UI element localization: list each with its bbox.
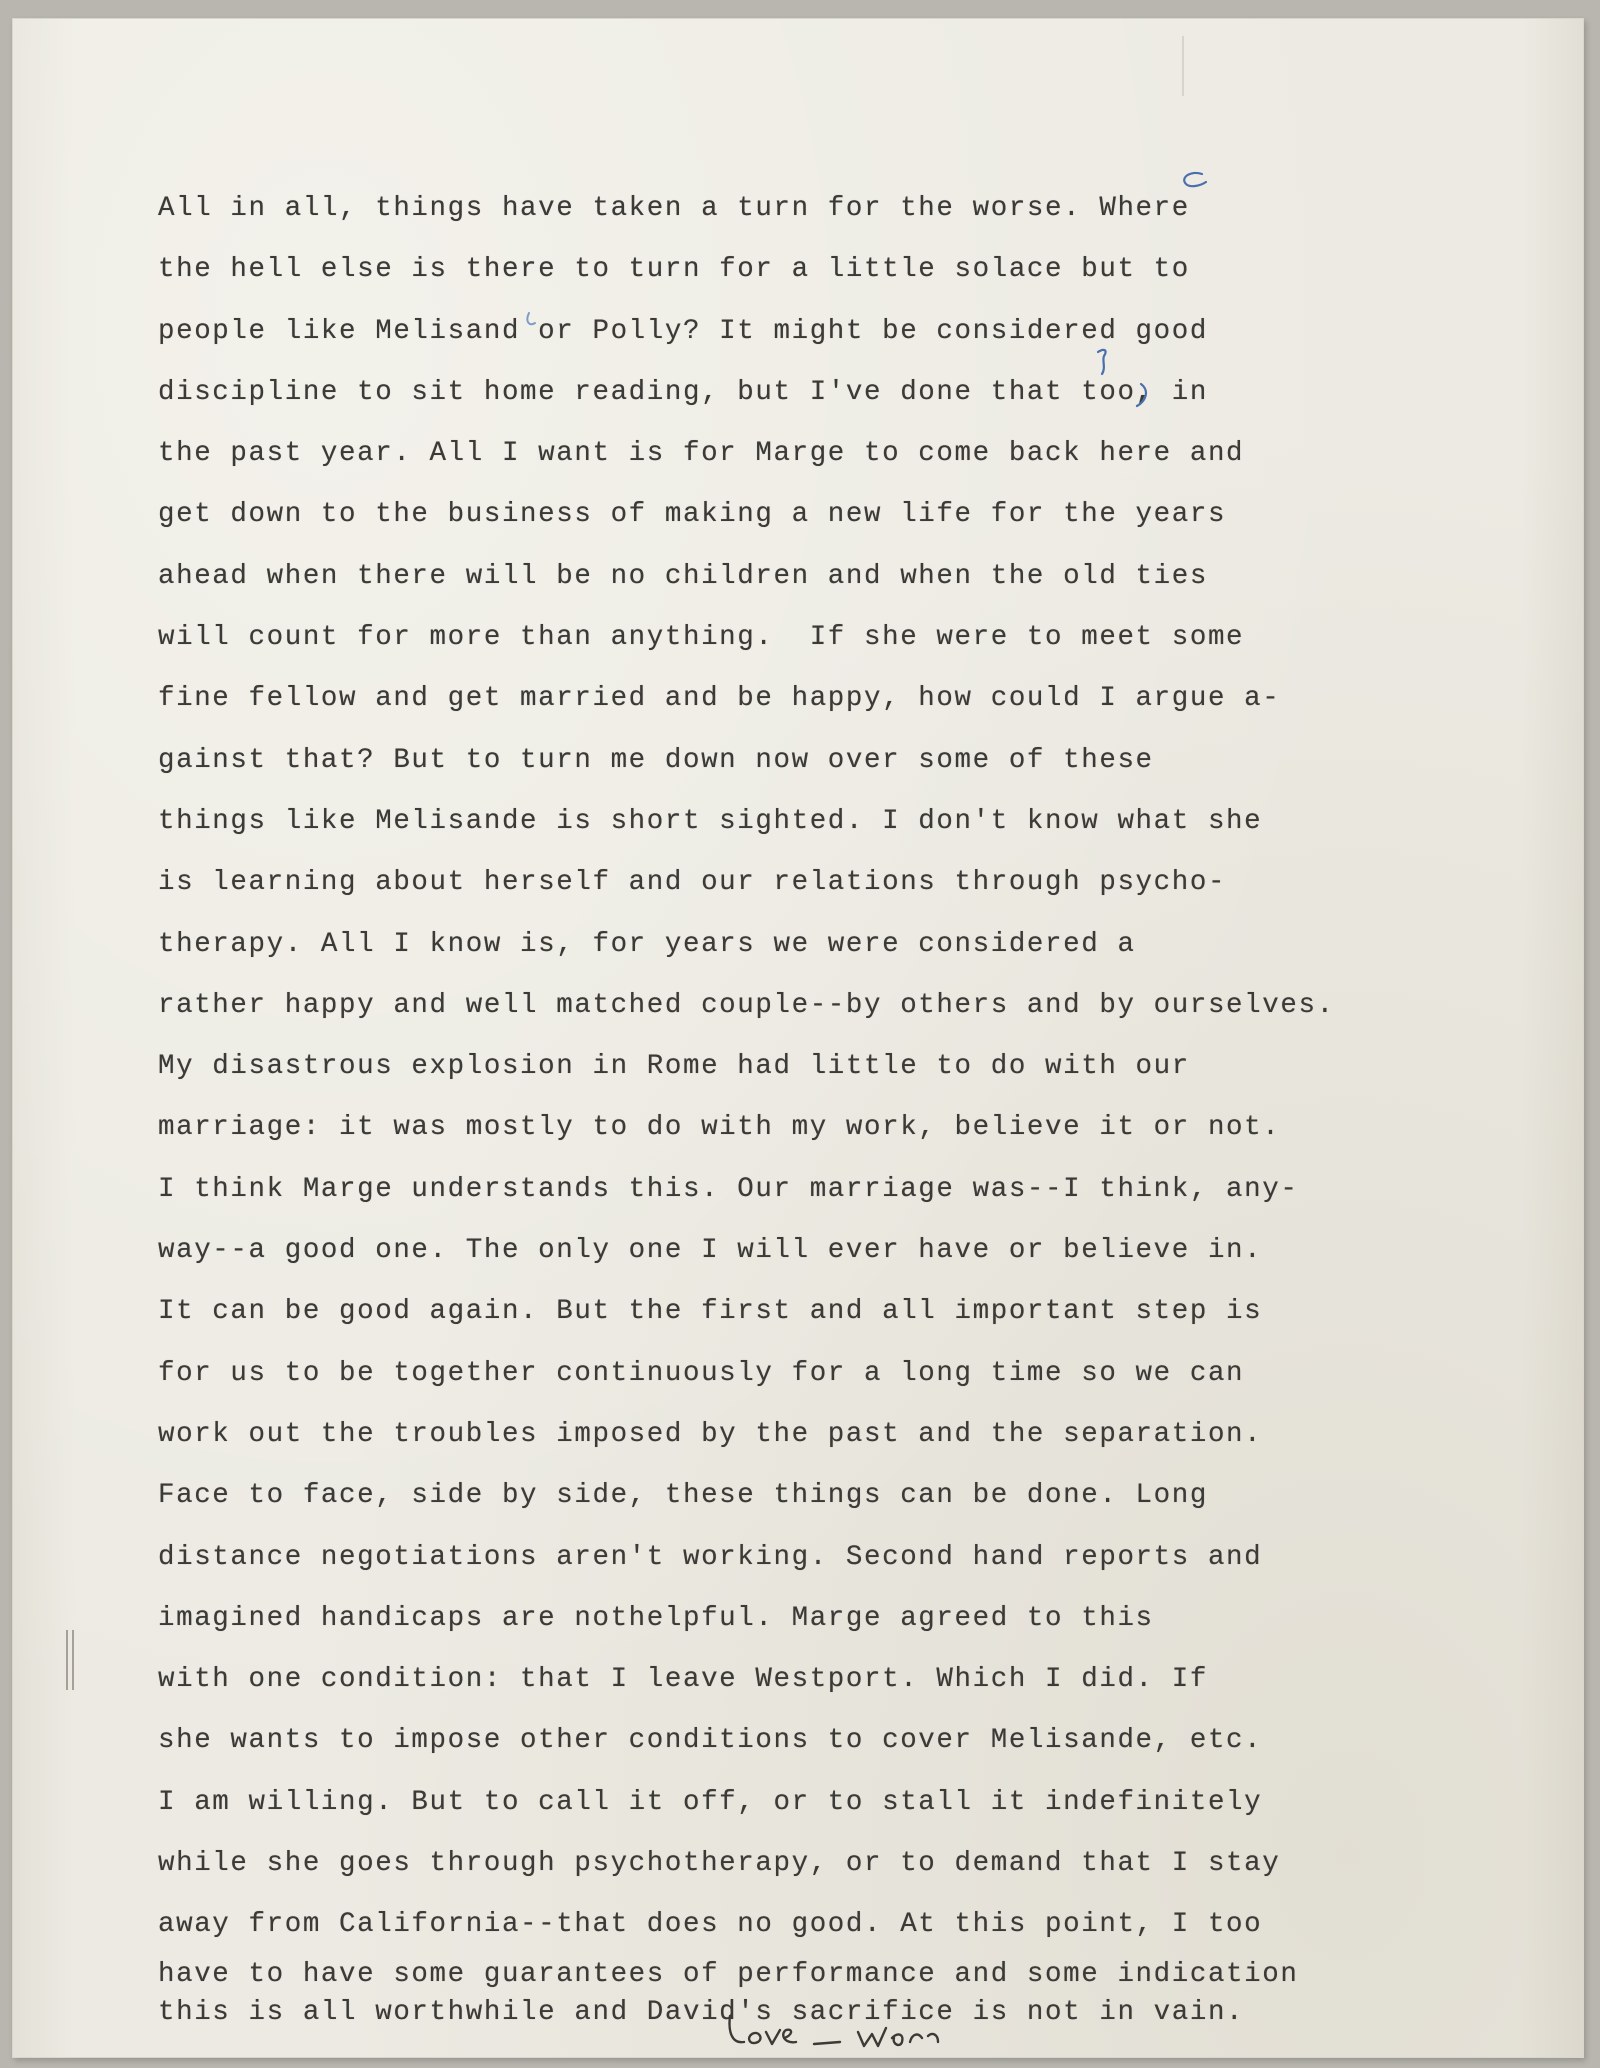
letter-line: away from California--that does no good. At this point, I too: [158, 1909, 1263, 1941]
letter-line: I am willing. But to call it off, or to stall it indefinitely: [158, 1786, 1263, 1818]
letter-line: way--a good one. The only one I will ever have or believe in.: [158, 1235, 1263, 1267]
letter-line: imagined handicaps are nothelpful. Marge agreed to this: [158, 1602, 1154, 1634]
letter-line: My disastrous explosion in Rome had little to do with our: [158, 1051, 1190, 1083]
letter-line: the past year. All I want is for Marge to come back here and: [158, 438, 1245, 470]
paper-fold-mark: [1182, 36, 1184, 96]
letter-line: therapy. All I know is, for years we were considered a: [158, 928, 1136, 960]
letter-line: is learning about herself and our relations through psycho-: [158, 867, 1227, 899]
letter-line: with one condition: that I leave Westport. Which I did. If: [158, 1664, 1208, 1696]
letter-line: distance negotiations aren't working. Second hand reports and: [158, 1541, 1263, 1573]
paper-sheet: [12, 18, 1584, 2058]
letter-line: get down to the business of making a new life for the years: [158, 499, 1227, 531]
letter-line: will count for more than anything. If she were to meet some: [158, 622, 1245, 654]
pen-correction-mark: [1172, 168, 1212, 198]
pen-correction-mark: [1090, 346, 1130, 376]
letter-line: fine fellow and get married and be happy, how could I argue a-: [158, 683, 1281, 715]
letter-line: have to have some guarantees of performance and some indication: [158, 1958, 1299, 1990]
typed-letter-body: [158, 178, 1418, 2032]
letter-line: ahead when there will be no children and when the old ties: [158, 560, 1208, 592]
letter-line: Face to face, side by side, these things can be done. Long: [158, 1480, 1208, 1512]
letter-line: this is all worthwhile and David's sacrifice is not in vain.: [158, 1996, 1245, 2028]
letter-line: she wants to impose other conditions to cover Melisande, etc.: [158, 1725, 1263, 1757]
letter-line: work out the troubles imposed by the past and the separation.: [158, 1418, 1263, 1450]
letter-line: people like Melisand or Polly? It might be considered good: [158, 315, 1208, 347]
handwritten-signature: [722, 2008, 982, 2068]
letter-line: It can be good again. But the first and all important step is: [158, 1296, 1263, 1328]
letter-line: marriage: it was mostly to do with my work, believe it or not.: [158, 1112, 1281, 1144]
letter-line: things like Melisande is short sighted. I don't know what she: [158, 805, 1263, 837]
letter-line: All in all, things have taken a turn for the worse. Where: [158, 193, 1190, 224]
margin-pencil-mark: [66, 1630, 76, 1690]
letter-line: rather happy and well matched couple--by others and by ourselves.: [158, 989, 1335, 1021]
pen-correction-mark: [1127, 380, 1167, 410]
letter-line: for us to be together continuously for a long time so we can: [158, 1357, 1245, 1389]
letter-line: the hell else is there to turn for a little solace but to: [158, 254, 1190, 286]
letter-line: I think Marge understands this. Our marriage was--I think, any-: [158, 1173, 1299, 1205]
letter-line: gainst that? But to turn me down now over some of these: [158, 744, 1154, 776]
letter-line: while she goes through psychotherapy, or to demand that I stay: [158, 1848, 1281, 1880]
letter-line: discipline to sit home reading, but I've done that too, in: [158, 376, 1208, 408]
pen-correction-mark: [517, 303, 557, 333]
